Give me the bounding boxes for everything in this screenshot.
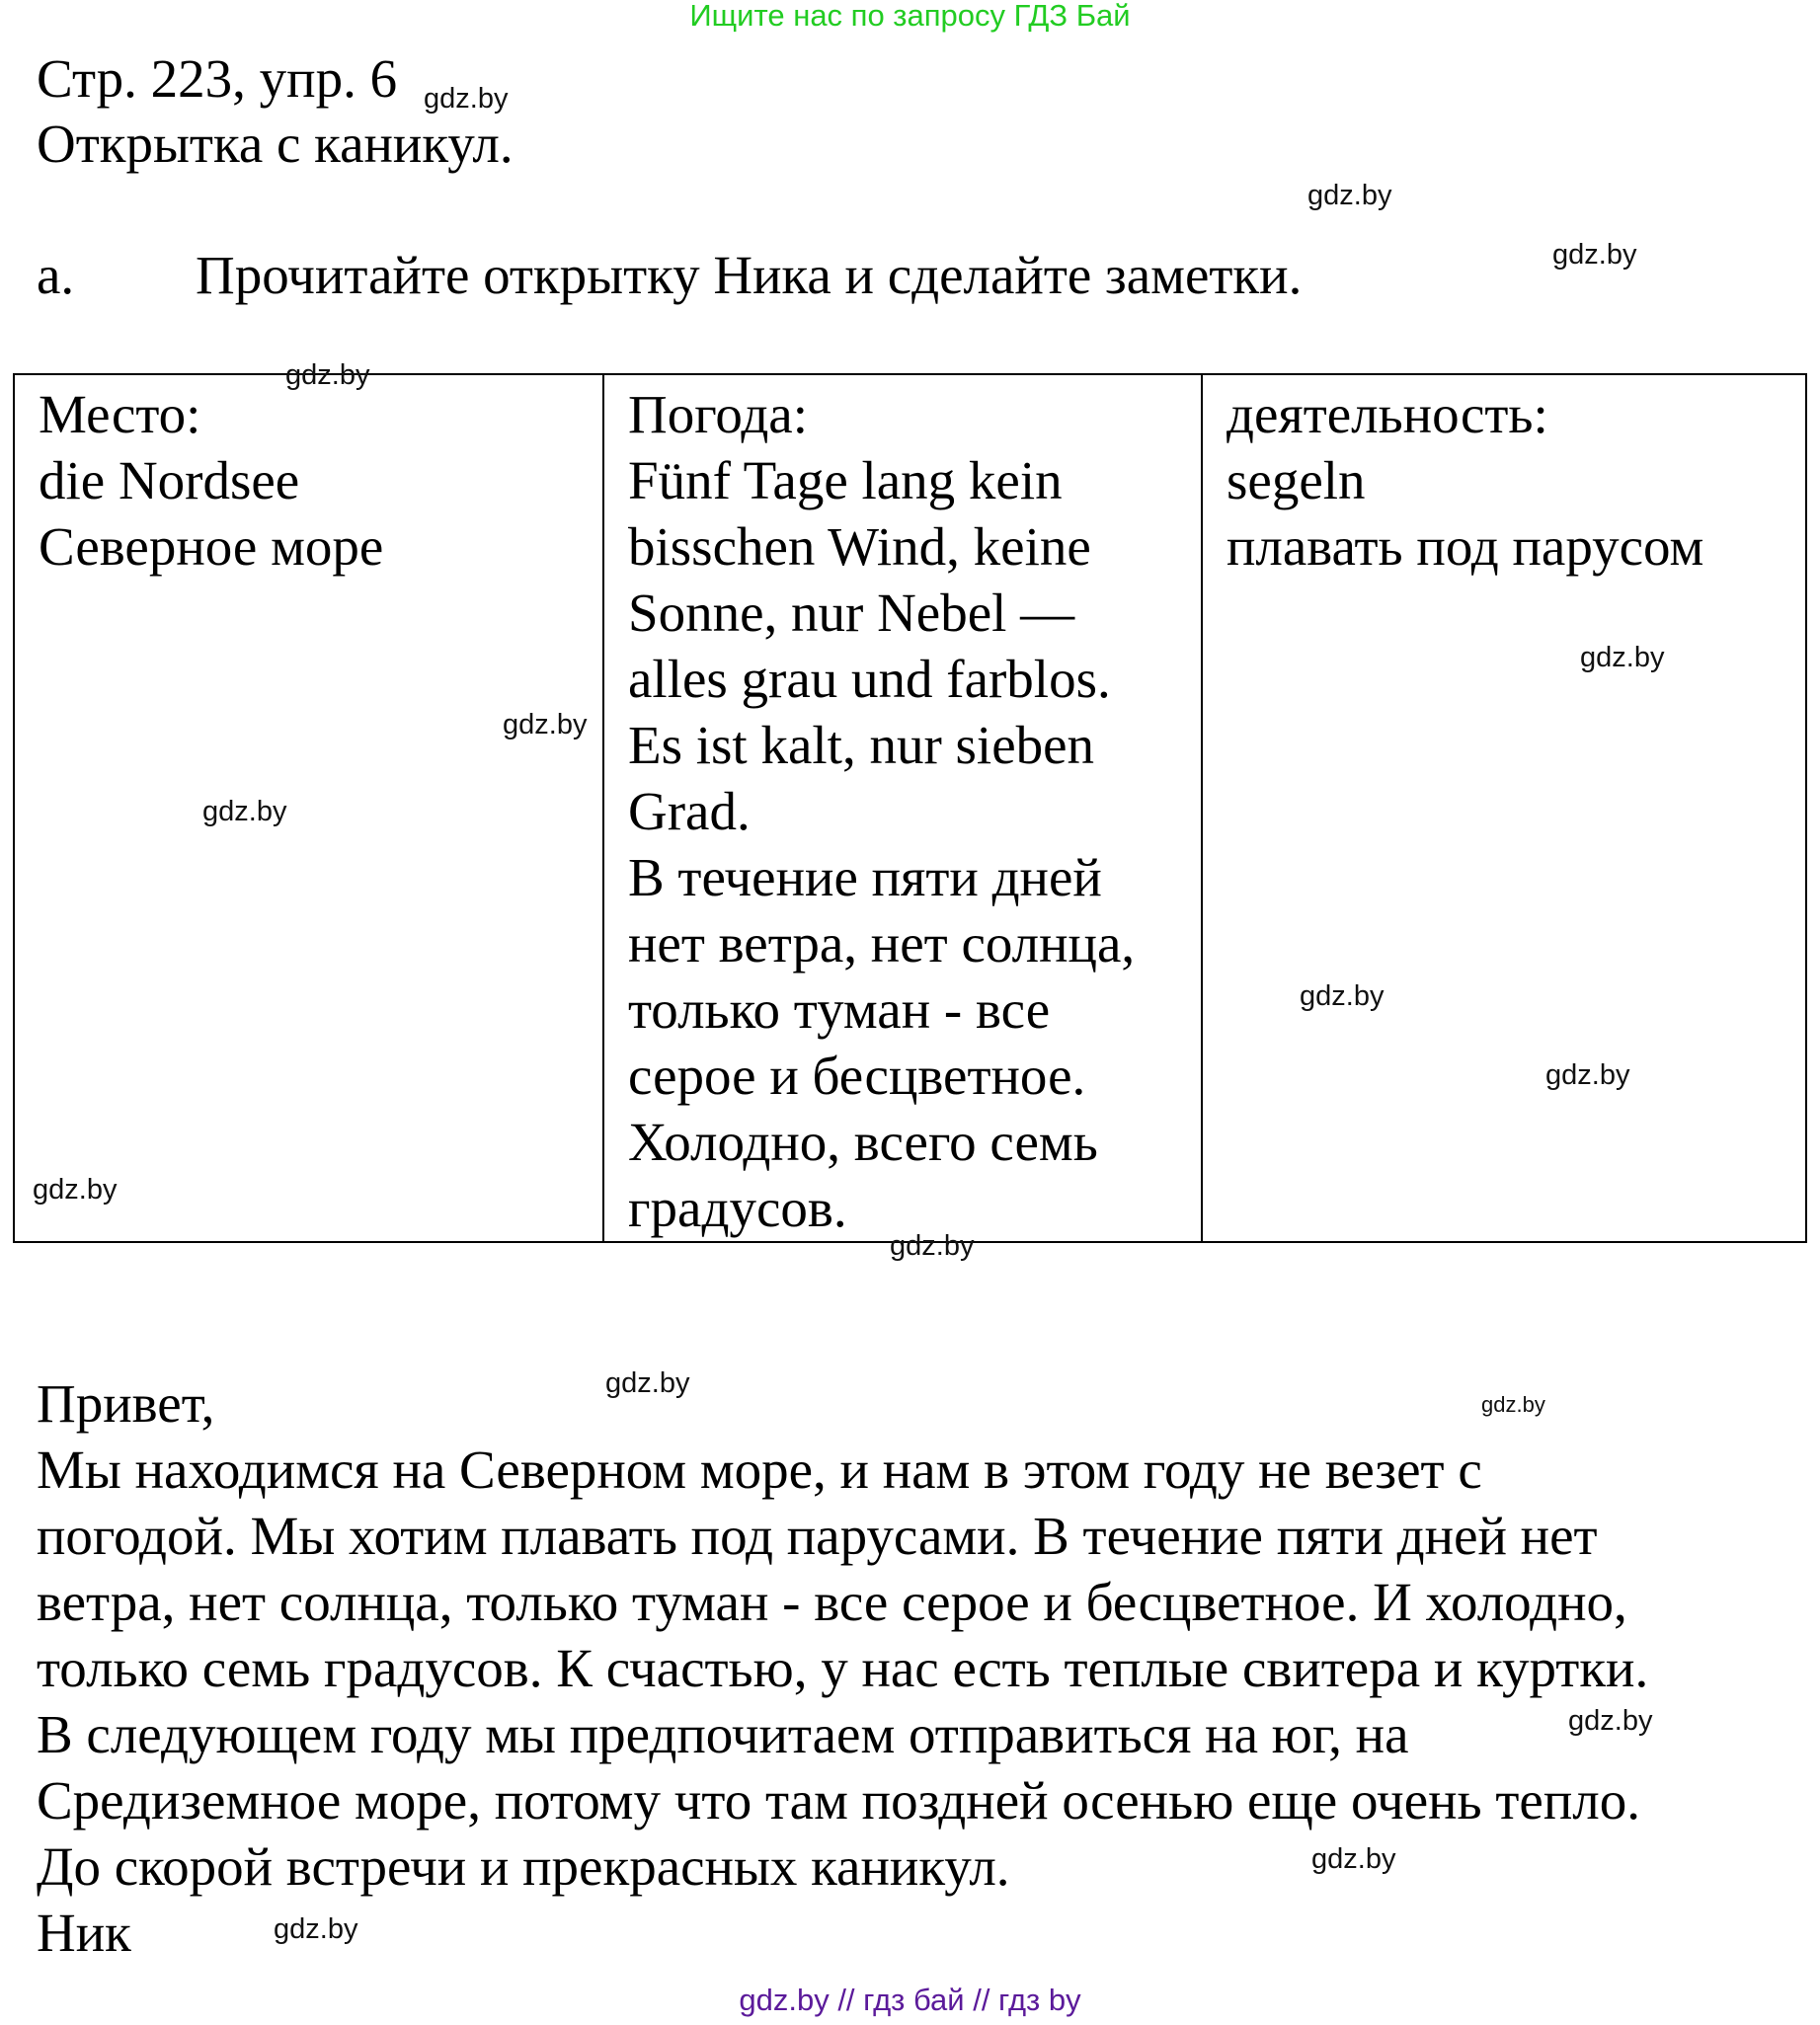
letter-line: В следующем году мы предпочитаем отправиться на юг, на — [37, 1704, 1409, 1764]
watermark: gdz.by — [33, 1174, 118, 1206]
cell-line: Grad. — [628, 781, 751, 841]
watermark: gdz.by — [503, 709, 588, 740]
page-subtitle: Открытка с каникул. — [37, 114, 514, 174]
column-header: деятельность: — [1227, 384, 1548, 444]
page-title: Стр. 223, упр. 6 — [37, 48, 398, 109]
cell-line: die Nordsee — [39, 450, 300, 510]
watermark: gdz.by — [1307, 180, 1392, 211]
letter-line: погодой. Мы хотим плавать под парусами. В течение пяти дней нет — [37, 1506, 1598, 1566]
cell-line: серое и бесцветное. — [628, 1046, 1086, 1106]
letter-line: только семь градусов. К счастью, у нас есть теплые свитера и куртки. — [37, 1638, 1649, 1698]
cell-line: alles grau und farblos. — [628, 649, 1111, 709]
cell-line: Sonne, nur Nebel — — [628, 583, 1075, 643]
watermark: gdz.by — [1481, 1392, 1545, 1417]
task-text: Прочитайте открытку Ника и сделайте заметки. — [196, 245, 1303, 305]
place-cell — [14, 374, 603, 1242]
letter-line: Привет, — [37, 1373, 215, 1434]
cell-line: Северное море — [39, 516, 384, 577]
watermark: gdz.by — [1580, 642, 1665, 673]
watermark: gdz.by — [1552, 239, 1637, 271]
cell-line: нет ветра, нет солнца, — [628, 913, 1136, 974]
watermark: gdz.by — [424, 83, 509, 115]
letter-line: Ник — [37, 1903, 131, 1963]
postcard-letter — [37, 1370, 1648, 1966]
watermark: gdz.by — [605, 1367, 690, 1399]
cell-line: градусов. — [628, 1178, 847, 1238]
watermark: gdz.by — [1545, 1059, 1630, 1091]
watermark: gdz.by — [202, 796, 287, 827]
letter-line: ветра, нет солнца, только туман - все серое и бесцветное. И холодно, — [37, 1572, 1627, 1632]
watermark: gdz.by — [274, 1913, 358, 1945]
cell-line: segeln — [1227, 450, 1366, 510]
letter-line: До скорой встречи и прекрасных каникул. — [37, 1836, 1010, 1897]
cell-line: только туман - все — [628, 979, 1051, 1040]
cell-line: Fünf Tage lang kein — [628, 450, 1063, 510]
footer-links: gdz.by // гдз бай // гдз by — [739, 1983, 1081, 2017]
task-marker: а. — [37, 245, 75, 305]
activity-cell — [1202, 374, 1806, 1242]
watermark: gdz.by — [285, 359, 370, 391]
letter-line: Средиземное море, потому что там поздней осенью еще очень тепло. — [37, 1770, 1640, 1830]
cell-line: В течение пяти дней — [628, 847, 1102, 907]
column-header: Погода: — [628, 384, 808, 444]
column-header: Место: — [39, 384, 201, 444]
watermark: gdz.by — [1568, 1705, 1653, 1737]
watermark: gdz.by — [1311, 1843, 1396, 1875]
letter-line: Мы находимся на Северном море, и нам в этом году не везет с — [37, 1440, 1482, 1500]
cell-line: Холодно, всего семь — [628, 1112, 1098, 1172]
cell-line: плавать под парусом — [1227, 516, 1704, 577]
weather-cell — [603, 374, 1202, 1242]
watermark: gdz.by — [890, 1230, 975, 1262]
cell-line: Es ist kalt, nur sieben — [628, 715, 1095, 775]
watermark: gdz.by — [1300, 980, 1385, 1012]
cell-line: bisschen Wind, keine — [628, 516, 1091, 577]
top-banner: Ищите нас по запросу ГДЗ Бай — [689, 0, 1131, 33]
